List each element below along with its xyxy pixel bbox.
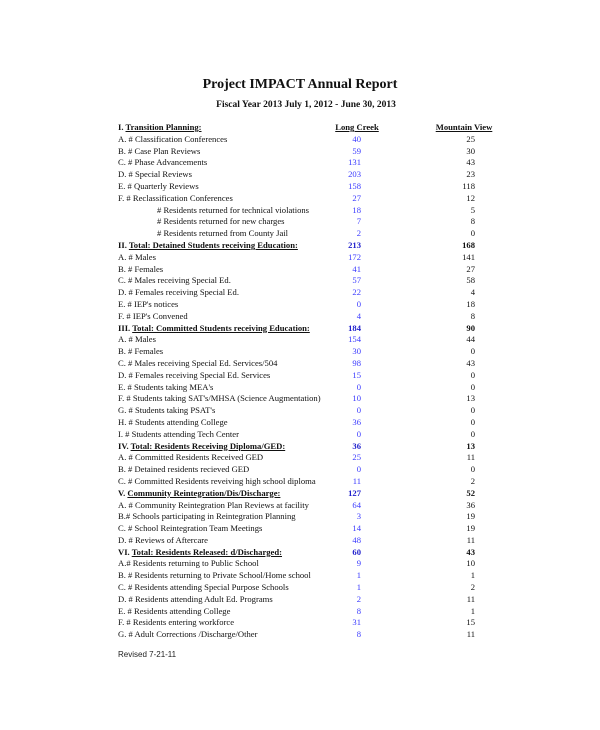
section-header-row xyxy=(118,122,498,134)
table-row xyxy=(118,216,498,228)
table-row xyxy=(118,346,498,358)
mountain-view-value: 4 xyxy=(470,287,475,298)
table-row xyxy=(118,358,498,370)
row-label xyxy=(118,547,282,559)
mountain-view-value: 12 xyxy=(466,192,475,203)
section-number: IV. xyxy=(118,440,129,451)
row-label: E. # Residents attending College xyxy=(118,605,231,616)
long-creek-value: 31 xyxy=(352,617,361,628)
table-row xyxy=(118,582,498,594)
mountain-view-value: 11 xyxy=(466,452,475,463)
table-row xyxy=(118,382,498,394)
long-creek-value: 36 xyxy=(352,416,361,427)
mountain-view-value: 0 xyxy=(470,428,475,439)
mountain-view-value: 18 xyxy=(466,298,475,309)
table-row xyxy=(118,558,498,570)
mountain-view-value: 43 xyxy=(466,546,475,557)
mountain-view-value: 30 xyxy=(466,145,475,156)
long-creek-value: 10 xyxy=(352,393,361,404)
section-header-row xyxy=(118,441,498,453)
row-label: D. # Special Reviews xyxy=(118,169,192,180)
section-number: V. xyxy=(118,487,126,498)
long-creek-value: 1 xyxy=(356,582,361,593)
mountain-view-value: 13 xyxy=(466,440,475,451)
row-label: A. # Classification Conferences xyxy=(118,133,228,144)
table-row xyxy=(118,275,498,287)
section-title: Total: Committed Students receiving Education: xyxy=(132,322,310,333)
table-row xyxy=(118,146,498,158)
long-creek-value: 184 xyxy=(348,322,361,333)
mountain-view-value: 168 xyxy=(462,239,475,250)
long-creek-value: 0 xyxy=(356,381,361,392)
column-header-mountain-view: Mountain View xyxy=(435,122,493,132)
row-label: C. # Males receiving Special Ed. xyxy=(118,275,231,286)
long-creek-value: 11 xyxy=(352,475,361,486)
mountain-view-value: 2 xyxy=(470,475,475,486)
report-table xyxy=(118,122,498,641)
row-label: F. # Reclassification Conferences xyxy=(118,192,233,203)
mountain-view-value: 0 xyxy=(470,369,475,380)
mountain-view-value: 44 xyxy=(466,334,475,345)
table-row xyxy=(118,287,498,299)
row-label: # Residents returned for technical violations xyxy=(157,204,310,215)
table-row xyxy=(118,511,498,523)
mountain-view-value: 0 xyxy=(470,381,475,392)
long-creek-value: 7 xyxy=(356,216,361,227)
row-label: # Residents returned for new charges xyxy=(157,216,285,227)
mountain-view-value: 0 xyxy=(470,464,475,475)
table-row xyxy=(118,617,498,629)
mountain-view-value: 52 xyxy=(466,487,475,498)
long-creek-value: 127 xyxy=(348,487,361,498)
row-label: F. # Students taking SAT's/MHSA (Science Augmentation) xyxy=(118,393,321,404)
long-creek-value: 27 xyxy=(352,192,361,203)
mountain-view-value: 90 xyxy=(466,322,475,333)
long-creek-value: 0 xyxy=(356,298,361,309)
table-row xyxy=(118,311,498,323)
row-label: B. # Females xyxy=(118,263,164,274)
table-row xyxy=(118,157,498,169)
row-label: F. # Residents entering workforce xyxy=(118,617,235,628)
table-row xyxy=(118,464,498,476)
table-row xyxy=(118,429,498,441)
section-title: Total: Residents Receiving Diploma/GED: xyxy=(130,440,286,451)
revision-note: Revised 7-21-11 xyxy=(118,650,177,659)
mountain-view-value: 0 xyxy=(470,228,475,239)
long-creek-value: 2 xyxy=(356,593,361,604)
row-label xyxy=(118,122,202,134)
table-row xyxy=(118,594,498,606)
row-label: F. # IEP's Convened xyxy=(118,310,188,321)
row-label: A.# Residents returning to Public School xyxy=(118,558,259,569)
row-label: B. # Females xyxy=(118,346,164,357)
table-row xyxy=(118,252,498,264)
long-creek-value: 48 xyxy=(352,534,361,545)
row-label: C. # Committed Residents reveiving high school diploma xyxy=(118,475,316,486)
table-row xyxy=(118,417,498,429)
mountain-view-value: 11 xyxy=(466,534,475,545)
row-label: H. # Students attending College xyxy=(118,416,228,427)
row-label: A. # Committed Residents Received GED xyxy=(118,452,264,463)
row-label: C. # Phase Advancements xyxy=(118,157,208,168)
table-row xyxy=(118,476,498,488)
long-creek-value: 154 xyxy=(348,334,361,345)
table-row xyxy=(118,334,498,346)
mountain-view-value: 8 xyxy=(470,310,475,321)
row-label: D. # Reviews of Aftercare xyxy=(118,534,208,545)
table-row xyxy=(118,405,498,417)
table-row xyxy=(118,264,498,276)
row-label: A. # Community Reintegration Plan Reviews at facility xyxy=(118,499,309,510)
row-label: C. # Males receiving Special Ed. Services/504 xyxy=(118,357,278,368)
mountain-view-value: 5 xyxy=(470,204,475,215)
row-label: D. # Females receiving Special Ed. xyxy=(118,287,239,298)
mountain-view-value: 0 xyxy=(470,405,475,416)
long-creek-value: 8 xyxy=(356,605,361,616)
long-creek-value: 3 xyxy=(356,511,361,522)
row-label: # Residents returned from County Jail xyxy=(157,228,289,239)
long-creek-value: 25 xyxy=(352,452,361,463)
section-number: III. xyxy=(118,322,131,333)
row-label: B. # Residents returning to Private School/Home school xyxy=(118,570,311,581)
mountain-view-value: 13 xyxy=(466,393,475,404)
table-row xyxy=(118,205,498,217)
table-row xyxy=(118,570,498,582)
long-creek-value: 2 xyxy=(356,228,361,239)
row-label xyxy=(118,441,285,453)
long-creek-value: 0 xyxy=(356,405,361,416)
long-creek-value: 36 xyxy=(352,440,361,451)
section-number: VI. xyxy=(118,546,130,557)
mountain-view-value: 23 xyxy=(466,169,475,180)
report-subtitle: Fiscal Year 2013 July 1, 2012 - June 30, 2013 xyxy=(216,100,396,110)
mountain-view-value: 27 xyxy=(466,263,475,274)
mountain-view-value: 19 xyxy=(466,523,475,534)
section-title: Total: Detained Students receiving Education: xyxy=(128,239,298,250)
mountain-view-value: 2 xyxy=(470,582,475,593)
mountain-view-value: 36 xyxy=(466,499,475,510)
mountain-view-value: 11 xyxy=(466,629,475,640)
mountain-view-value: 10 xyxy=(466,558,475,569)
long-creek-value: 9 xyxy=(356,558,361,569)
section-number: II. xyxy=(118,239,127,250)
table-row xyxy=(118,228,498,240)
long-creek-value: 18 xyxy=(352,204,361,215)
long-creek-value: 22 xyxy=(352,287,361,298)
row-label xyxy=(118,240,298,252)
mountain-view-value: 0 xyxy=(470,416,475,427)
table-row xyxy=(118,452,498,464)
long-creek-value: 131 xyxy=(348,157,361,168)
mountain-view-value: 1 xyxy=(470,605,475,616)
long-creek-value: 41 xyxy=(352,263,361,274)
long-creek-value: 172 xyxy=(348,251,361,262)
row-label: G. # Students taking PSAT's xyxy=(118,405,216,416)
table-row xyxy=(118,500,498,512)
mountain-view-value: 141 xyxy=(462,251,475,262)
section-header-row xyxy=(118,488,498,500)
table-row xyxy=(118,370,498,382)
mountain-view-value: 15 xyxy=(466,617,475,628)
row-label: E. # IEP's notices xyxy=(118,298,179,309)
row-label xyxy=(118,323,310,335)
long-creek-value: 8 xyxy=(356,629,361,640)
long-creek-value: 59 xyxy=(352,145,361,156)
mountain-view-value: 8 xyxy=(470,216,475,227)
long-creek-value: 203 xyxy=(348,169,361,180)
row-label: E. # Students taking MEA's xyxy=(118,381,214,392)
mountain-view-value: 43 xyxy=(466,357,475,368)
mountain-view-value: 25 xyxy=(466,133,475,144)
table-row xyxy=(118,169,498,181)
long-creek-value: 15 xyxy=(352,369,361,380)
mountain-view-value: 11 xyxy=(466,593,475,604)
row-label: D. # Residents attending Adult Ed. Programs xyxy=(118,593,273,604)
long-creek-value: 57 xyxy=(352,275,361,286)
mountain-view-value: 58 xyxy=(466,275,475,286)
table-row xyxy=(118,181,498,193)
row-label: A. # Males xyxy=(118,251,156,262)
section-title: Total: Residents Released: d/Discharged: xyxy=(131,546,283,557)
long-creek-value: 0 xyxy=(356,464,361,475)
section-number: I. xyxy=(118,122,124,132)
long-creek-value: 60 xyxy=(352,546,361,557)
report-title: Project IMPACT Annual Report xyxy=(202,77,398,92)
section-header-row xyxy=(118,240,498,252)
table-row xyxy=(118,535,498,547)
mountain-view-value: 43 xyxy=(466,157,475,168)
row-label: B. # Detained residents recieved GED xyxy=(118,464,250,475)
mountain-view-value: 19 xyxy=(466,511,475,522)
row-label: A. # Males xyxy=(118,334,156,345)
long-creek-value: 1 xyxy=(356,570,361,581)
long-creek-value: 98 xyxy=(352,357,361,368)
table-row xyxy=(118,134,498,146)
row-label: E. # Quarterly Reviews xyxy=(118,180,199,191)
row-label: I. # Students attending Tech Center xyxy=(118,428,239,439)
section-header-row xyxy=(118,547,498,559)
long-creek-value: 4 xyxy=(356,310,361,321)
long-creek-value: 14 xyxy=(352,523,361,534)
section-title: Community Reintegration/Dis/Discharge: xyxy=(127,487,281,498)
long-creek-value: 64 xyxy=(352,499,361,510)
table-row xyxy=(118,393,498,405)
row-label: C. # School Reintegration Team Meetings xyxy=(118,523,263,534)
long-creek-value: 0 xyxy=(356,428,361,439)
long-creek-value: 158 xyxy=(348,180,361,191)
row-label: B. # Case Plan Reviews xyxy=(118,145,201,156)
long-creek-value: 213 xyxy=(348,239,361,250)
long-creek-value: 30 xyxy=(352,346,361,357)
row-label: D. # Females receiving Special Ed. Services xyxy=(118,369,271,380)
section-title: Transition Planning: xyxy=(125,122,202,132)
row-label: C. # Residents attending Special Purpose Schools xyxy=(118,582,289,593)
table-row xyxy=(118,299,498,311)
row-label xyxy=(118,488,280,500)
table-row xyxy=(118,193,498,205)
long-creek-value: 40 xyxy=(352,133,361,144)
section-header-row xyxy=(118,323,498,335)
mountain-view-value: 0 xyxy=(470,346,475,357)
mountain-view-value: 1 xyxy=(470,570,475,581)
table-row xyxy=(118,606,498,618)
row-label: G. # Adult Corrections /Discharge/Other xyxy=(118,629,258,640)
table-row xyxy=(118,629,498,641)
table-row xyxy=(118,523,498,535)
row-label: B.# Schools participating in Reintegration Planning xyxy=(118,511,296,522)
column-header-long-creek: Long Creek xyxy=(335,122,379,132)
mountain-view-value: 118 xyxy=(462,180,475,191)
